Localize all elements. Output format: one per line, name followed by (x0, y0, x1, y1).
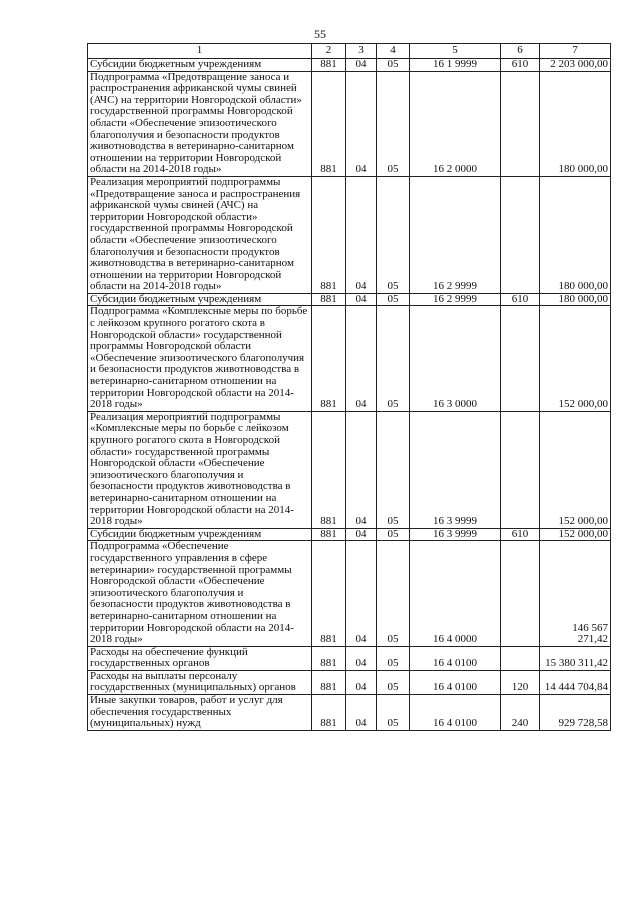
row-csr: 16 4 0100 (410, 670, 501, 694)
row-csr: 16 3 0000 (410, 306, 501, 411)
row-ved: 881 (312, 293, 346, 306)
row-vr: 610 (501, 293, 540, 306)
table-row (88, 670, 611, 694)
row-vr (501, 411, 540, 528)
row-vr (501, 71, 540, 176)
row-name: Расходы на выплаты персоналу государственных (муниципальных) органов (88, 670, 312, 694)
row-ved: 881 (312, 411, 346, 528)
column-header-pr: 4 (377, 44, 410, 59)
row-vr: 610 (501, 528, 540, 541)
row-ved: 881 (312, 59, 346, 72)
row-rz: 04 (346, 411, 377, 528)
table-row (88, 59, 611, 72)
row-rz: 04 (346, 59, 377, 72)
table-row (88, 646, 611, 670)
table-row (88, 71, 611, 176)
row-csr: 16 3 9999 (410, 528, 501, 541)
row-pr: 05 (377, 528, 410, 541)
row-sum: 180 000,00 (540, 176, 611, 293)
row-ved: 881 (312, 646, 346, 670)
row-csr: 16 2 9999 (410, 176, 501, 293)
row-name: Субсидии бюджетным учреждениям (88, 59, 312, 72)
row-vr (501, 541, 540, 646)
row-rz: 04 (346, 541, 377, 646)
row-pr: 05 (377, 646, 410, 670)
row-name: Субсидии бюджетным учреждениям (88, 528, 312, 541)
row-pr: 05 (377, 695, 410, 731)
row-rz: 04 (346, 646, 377, 670)
row-rz: 04 (346, 71, 377, 176)
table-row (88, 306, 611, 411)
row-sum: 152 000,00 (540, 411, 611, 528)
row-vr (501, 306, 540, 411)
row-name: Иные закупки товаров, работ и услуг для обеспечения государственных (муниципальных) нужд (88, 695, 312, 731)
table-row (88, 411, 611, 528)
row-ved: 881 (312, 306, 346, 411)
row-name: Подпрограмма «Комплексные меры по борьбе с лейкозом крупного рогатого скота в Новгородской области» государственной программы Новгородской области «Обеспечение эпизоотического благополучия и безопасности продуктов животноводства в ветеринарно-санитарном отношении на территории Новгородской области на 2014-2018 годы» (88, 306, 312, 411)
row-ved: 881 (312, 528, 346, 541)
table-row (88, 176, 611, 293)
row-vr: 240 (501, 695, 540, 731)
row-sum: 14 444 704,84 (540, 670, 611, 694)
row-sum: 15 380 311,42 (540, 646, 611, 670)
row-vr: 610 (501, 59, 540, 72)
column-header-csr: 5 (410, 44, 501, 59)
row-ved: 881 (312, 670, 346, 694)
row-pr: 05 (377, 293, 410, 306)
row-pr: 05 (377, 411, 410, 528)
row-sum: 929 728,58 (540, 695, 611, 731)
table-row (88, 528, 611, 541)
column-header-ved: 2 (312, 44, 346, 59)
row-name: Подпрограмма «Обеспечение государственного управления в сфере ветеринарии» государственной программы Новгородской области «Обеспечение эпизоотического благополучия и безопасности продуктов животноводства в ветеринарно-санитарном отношении на территории Новгородской области на 2014-2018 годы» (88, 541, 312, 646)
row-pr: 05 (377, 670, 410, 694)
table-row (88, 695, 611, 731)
row-name: Субсидии бюджетным учреждениям (88, 293, 312, 306)
row-sum: 2 203 000,00 (540, 59, 611, 72)
row-sum: 180 000,00 (540, 71, 611, 176)
row-sum: 152 000,00 (540, 306, 611, 411)
row-sum: 180 000,00 (540, 293, 611, 306)
row-pr: 05 (377, 71, 410, 176)
row-pr: 05 (377, 541, 410, 646)
column-header-sum: 7 (540, 44, 611, 59)
row-pr: 05 (377, 306, 410, 411)
row-csr: 16 4 0100 (410, 646, 501, 670)
row-ved: 881 (312, 541, 346, 646)
table-row (88, 541, 611, 646)
column-header-rz: 3 (346, 44, 377, 59)
row-csr: 16 4 0100 (410, 695, 501, 731)
row-rz: 04 (346, 528, 377, 541)
row-rz: 04 (346, 670, 377, 694)
table-row (88, 293, 611, 306)
row-name: Реализация мероприятий подпрограммы «Предотвращение заноса и распространения африканской чумы свиней (АЧС) на территории Новгородской области» государственной программы Новгородской области «Обеспечение эпизоотического благополучия и безопасности продуктов животноводства в ветеринарно-санитарном отношении на территории Новгородской области на 2014-2018 годы» (88, 176, 312, 293)
row-name: Расходы на обеспечение функций государственных органов (88, 646, 312, 670)
row-rz: 04 (346, 176, 377, 293)
row-pr: 05 (377, 59, 410, 72)
row-ved: 881 (312, 695, 346, 731)
row-rz: 04 (346, 306, 377, 411)
row-ved: 881 (312, 71, 346, 176)
row-pr: 05 (377, 176, 410, 293)
column-header-vr: 6 (501, 44, 540, 59)
row-sum: 152 000,00 (540, 528, 611, 541)
row-csr: 16 2 0000 (410, 71, 501, 176)
row-vr (501, 176, 540, 293)
column-header-name: 1 (88, 44, 312, 59)
row-name: Подпрограмма «Предотвращение заноса и распространения африканской чумы свиней (АЧС) на территории Новгородской области» государственной программы Новгородской области «Обеспечение эпизоотического благополучия и безопасности продуктов животноводства в ветеринарно-санитарном отношении на территории Новгородской области на 2014-2018 годы» (88, 71, 312, 176)
row-name: Реализация мероприятий подпрограммы «Комплексные меры по борьбе с лейкозом крупного рогатого скота в Новгородской области» государственной программы Новгородской области «Обеспечение эпизоотического благополучия и безопасности продуктов животноводства в ветеринарно-санитарном отношении на территории Новгородской области на 2014-2018 годы» (88, 411, 312, 528)
row-vr (501, 646, 540, 670)
row-csr: 16 4 0000 (410, 541, 501, 646)
row-ved: 881 (312, 176, 346, 293)
row-rz: 04 (346, 293, 377, 306)
header-row (88, 44, 611, 59)
row-csr: 16 3 9999 (410, 411, 501, 528)
row-csr: 16 1 9999 (410, 59, 501, 72)
row-sum: 146 567 271,42 (540, 541, 611, 646)
row-rz: 04 (346, 695, 377, 731)
page-number: 55 (314, 27, 326, 41)
row-vr: 120 (501, 670, 540, 694)
row-csr: 16 2 9999 (410, 293, 501, 306)
budget-table (87, 43, 611, 731)
